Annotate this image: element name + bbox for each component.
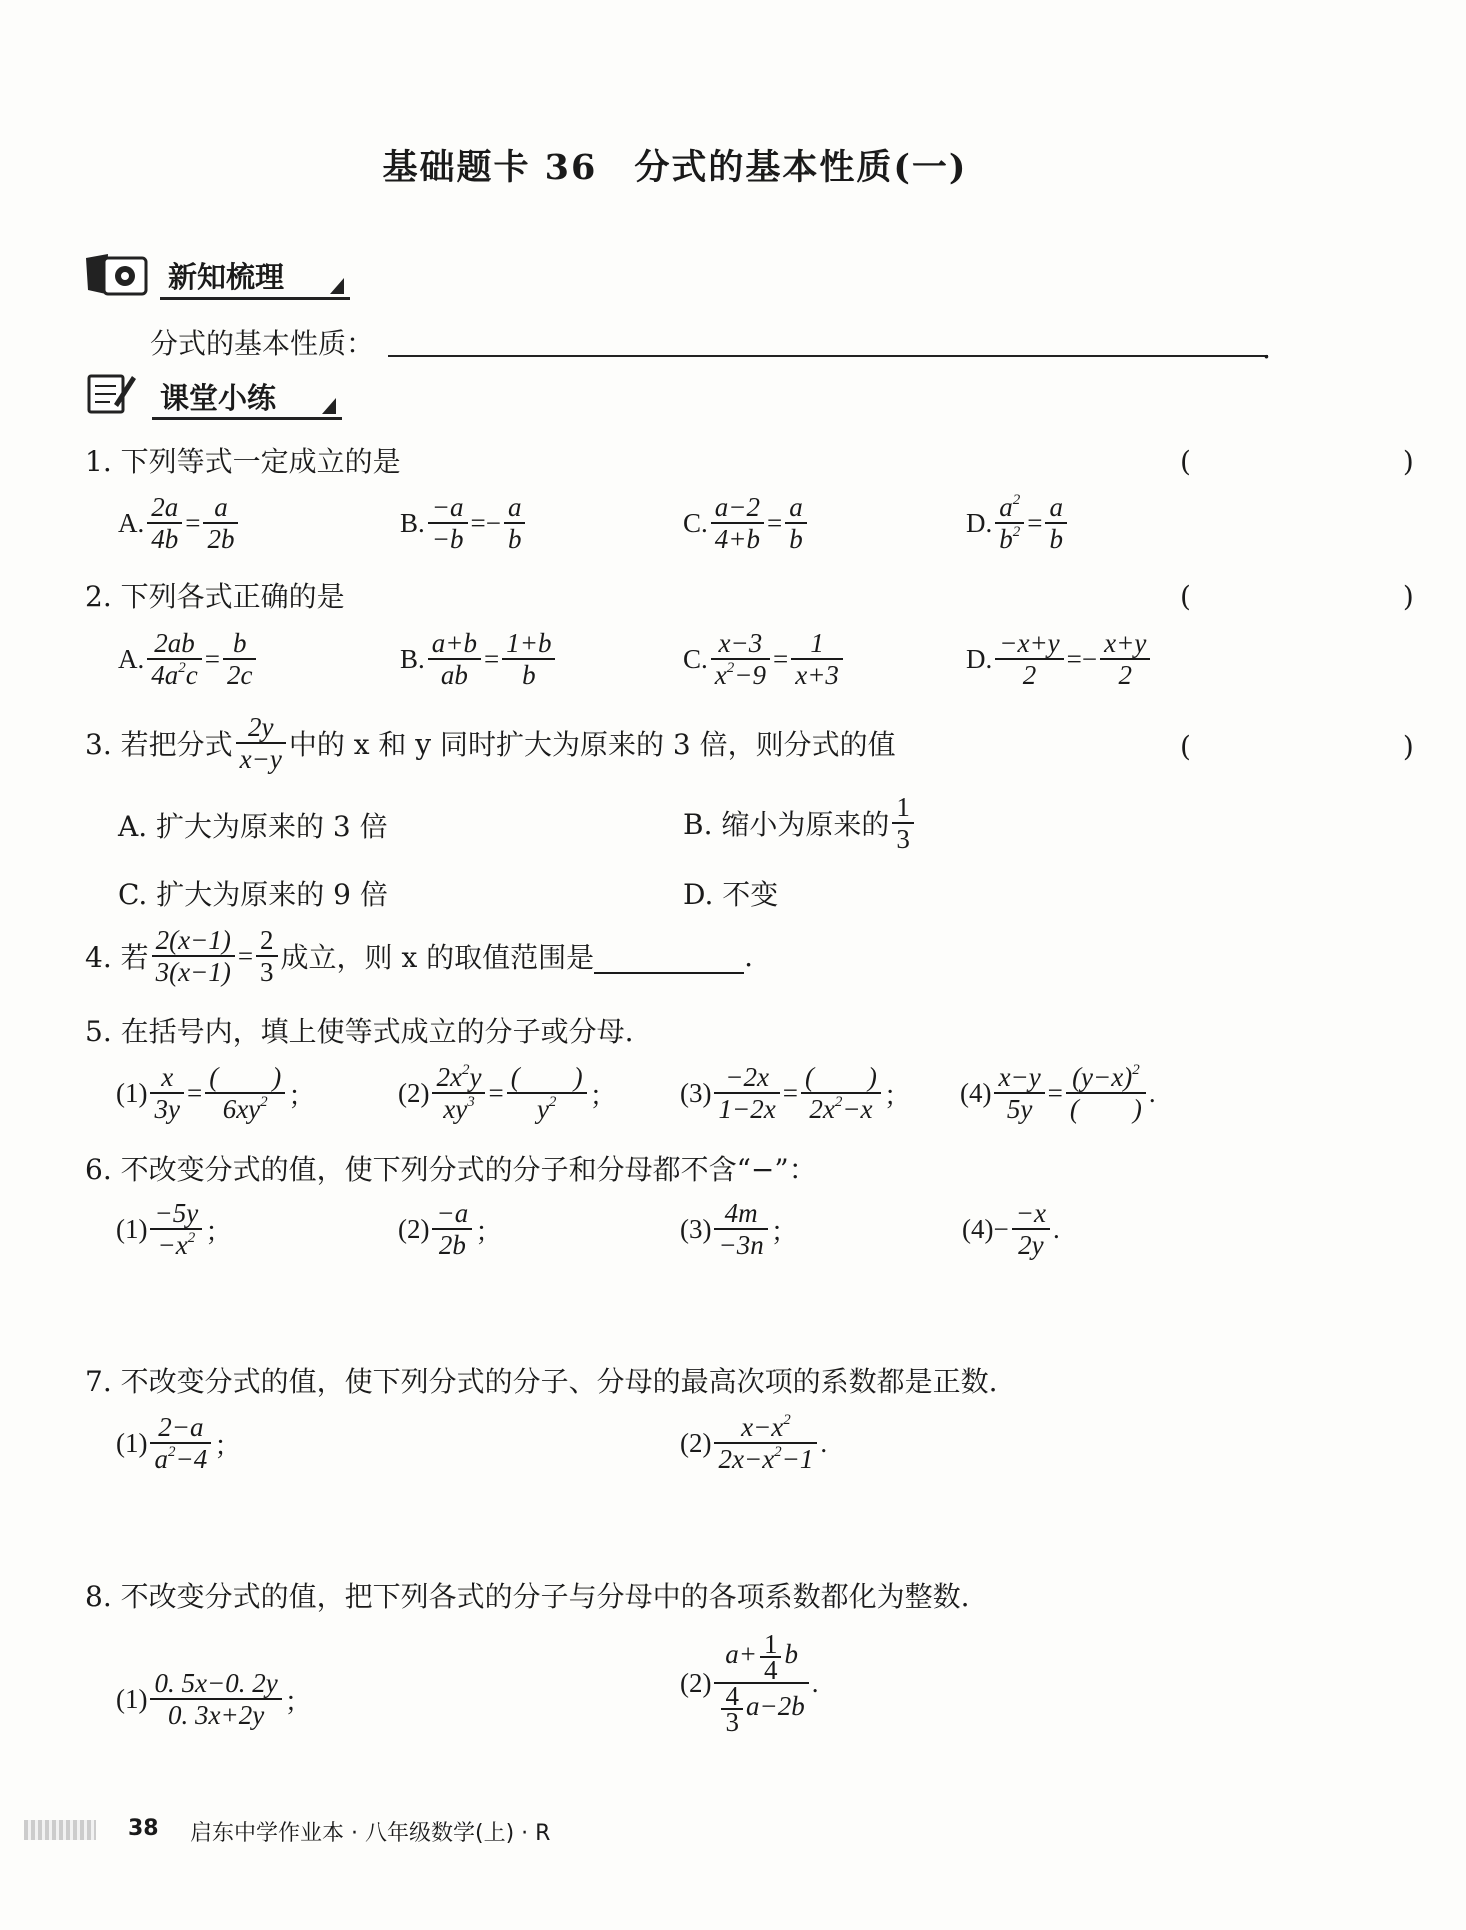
knowledge-prompt: 分式的基本性质： <box>150 327 375 360</box>
q5-item-1[interactable]: (1) $\frac{x}{3y}$ = $\frac{( )}{6xy^2}$ ； <box>116 1062 316 1124</box>
q6-item-3[interactable]: (3) $\frac{4m}{-3n}$ ； <box>680 1198 798 1260</box>
q8-stem: 8. 不改变分式的值，把下列各式的分子与分母中的各项系数都化为整数. <box>85 1580 970 1613</box>
barcode-decoration <box>24 1820 96 1840</box>
q1-option-a[interactable]: A. $\frac{2a}{4b}$ = $\frac{a}{2b}$ <box>118 492 241 554</box>
q1-answer-bracket[interactable]: ( ) <box>1180 445 1466 478</box>
page-number: 38 <box>128 1816 159 1841</box>
q4-stem: 4. 若 $\frac{2(x-1)}{3(x-1)}$ = $\frac{2}{3}$ 成立，则 x 的取值范围是 . <box>85 925 754 987</box>
knowledge-period: . <box>1262 332 1271 365</box>
q6-item-4[interactable]: (4) − $\frac{-x}{2y}$ . <box>962 1198 1060 1260</box>
section-underline <box>152 417 342 420</box>
q4-answer-blank[interactable] <box>594 938 744 974</box>
q5-item-2[interactable]: (2) $\frac{2x^2y}{xy^3}$ = $\frac{( )}{y^2}$ ； <box>398 1062 617 1124</box>
q5-item-3[interactable]: (3) $\frac{-2x}{1-2x}$ = $\frac{( )}{2x^2-x}$ ； <box>680 1062 911 1124</box>
section-underline <box>160 297 350 300</box>
q7-stem: 7. 不改变分式的值，使下列分式的分子、分母的最高次项的系数都是正数. <box>85 1365 998 1398</box>
q5-item-4[interactable]: (4) $\frac{x-y}{5y}$ = $\frac{(y-x)^2}{( )}$ . <box>960 1062 1156 1124</box>
corner-triangle-icon <box>330 278 344 294</box>
q2-option-b[interactable]: B. $\frac{a+b}{ab}$ = $\frac{1+b}{b}$ <box>400 628 558 690</box>
q5-stem: 5. 在括号内，填上使等式成立的分子或分母. <box>85 1015 634 1048</box>
q7-item-2[interactable]: (2) $\frac{x-x^2}{2x-x^2-1}$ . <box>680 1412 828 1474</box>
q8-item-1[interactable]: (1) $\frac{0. 5x-0. 2y}{0. 3x+2y}$ ； <box>116 1668 312 1730</box>
q1-option-c[interactable]: C. $\frac{a-2}{4+b}$ = $\frac{a}{b}$ <box>683 492 810 554</box>
q3-stem: 3. 若把分式 $\frac{2y}{x-y}$ 中的 x 和 y 同时扩大为原来的 3 倍，则分式的值 <box>85 712 896 774</box>
q1-stem: 1. 下列等式一定成立的是 <box>85 445 401 478</box>
q3-option-b[interactable]: B. 缩小为原来的 $\frac{1}{3}$ <box>683 792 917 854</box>
q3-option-c[interactable]: C. 扩大为原来的 9 倍 <box>118 878 388 911</box>
q2-answer-bracket[interactable]: ( ) <box>1180 580 1466 613</box>
q1-option-b[interactable]: B. $\frac{-a}{-b}$ =− $\frac{a}{b}$ <box>400 492 528 554</box>
section-new-knowledge: 新知梳理 <box>168 260 285 294</box>
page-title: 基础题卡 36 分式的基本性质(一) <box>382 147 968 188</box>
corner-triangle-icon <box>322 398 336 414</box>
camera-icon <box>82 250 150 302</box>
q2-option-d[interactable]: D. $\frac{-x+y}{2}$ =− $\frac{x+y}{2}$ <box>966 628 1153 690</box>
q1-option-d[interactable]: D. $\frac{a^2}{b^2}$ = $\frac{a}{b}$ <box>966 492 1070 554</box>
q3-option-a[interactable]: A. 扩大为原来的 3 倍 <box>118 810 388 843</box>
q2-stem: 2. 下列各式正确的是 <box>85 580 345 613</box>
q8-item-2[interactable]: (2) a+ $\frac{1}{4}$ b $\frac{4}{3}$ a−2b . <box>680 1629 819 1737</box>
q2-option-a[interactable]: A. $\frac{2ab}{4a^2c}$ = $\frac{b}{2c}$ <box>118 628 259 690</box>
q3-option-d[interactable]: D. 不变 <box>683 878 779 911</box>
section-practice: 课堂小练 <box>160 381 277 415</box>
q6-item-1[interactable]: (1) $\frac{-5y}{-x^2}$ ； <box>116 1198 233 1260</box>
q3-answer-bracket[interactable]: ( ) <box>1180 730 1466 763</box>
q2-option-c[interactable]: C. $\frac{x-3}{x^2-9}$ = $\frac{1}{x+3}$ <box>683 628 846 690</box>
q6-item-2[interactable]: (2) $\frac{-a}{2b}$ ； <box>398 1198 503 1260</box>
notebook-pen-icon <box>86 370 138 416</box>
q6-stem: 6. 不改变分式的值，使下列分式的分子和分母都不含“−”： <box>85 1153 817 1186</box>
knowledge-answer-line <box>388 355 1268 357</box>
q7-item-1[interactable]: (1) $\frac{2-a}{a^2-4}$ ； <box>116 1412 242 1474</box>
book-title: 启东中学作业本 · 八年级数学(上) · R <box>190 1821 551 1846</box>
